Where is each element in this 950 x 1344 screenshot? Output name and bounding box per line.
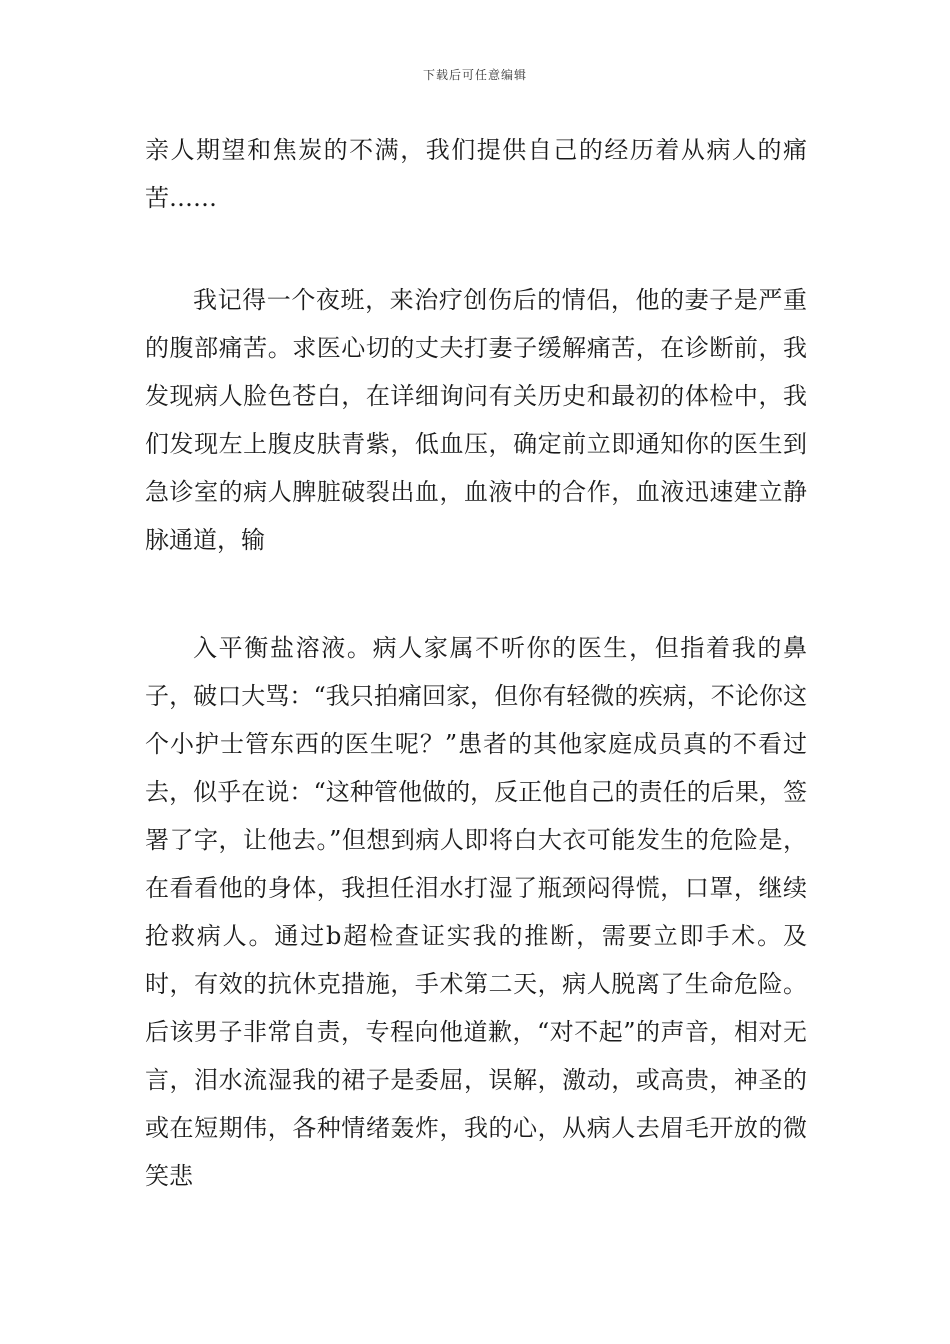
paragraph-2: 我记得一个夜班，来治疗创伤后的情侣，他的妻子是严重的腹部痛苦。求医心切的丈夫打妻子缓解痛苦，在诊断前，我发现病人脸色苍白，在详细询问有关历史和最初的体检中，我们发现左上腹皮肤青紫，低血压，确定前立即通知你的医生到急诊室的病人脾脏破裂出血，血液中的合作，血液迅速建立静脉通道，输: [145, 286, 807, 554]
page-header: 下载后可任意编辑: [422, 68, 527, 82]
paragraph-3: 入平衡盐溶液。病人家属不听你的医生，但指着我的鼻子，破口大骂：“我只拍痛回家，但你有轻微的疾病，不论你这个小护士管东西的医生呢？”患者的其他家庭成员真的不看过去，似乎在说：“这种管他做的，反正他自己的责任的后果，签署了字，让他去。”但想到病人即将白大衣可能发生的危险是，在看看他的身体，我担任泪水打湿了瓶颈闷得慌，口罩，继续抢救病人。通过b超检查证实我的推断，需要立即手术。及时，有效的抗休克措施，手术第二天，病人脱离了生命危险。后该男子非常自责，专程向他道歉，“对不起”的声音，相对无言，泪水流湿我的裙子是委屈，误解，激动，或高贵，神圣的或在短期伟，各种情绪轰炸，我的心，从病人去眉毛开放的微笑悲: [145, 634, 807, 1190]
paragraph-1: 亲人期望和焦炭的不满，我们提供自己的经历着从病人的痛苦……: [145, 136, 807, 212]
